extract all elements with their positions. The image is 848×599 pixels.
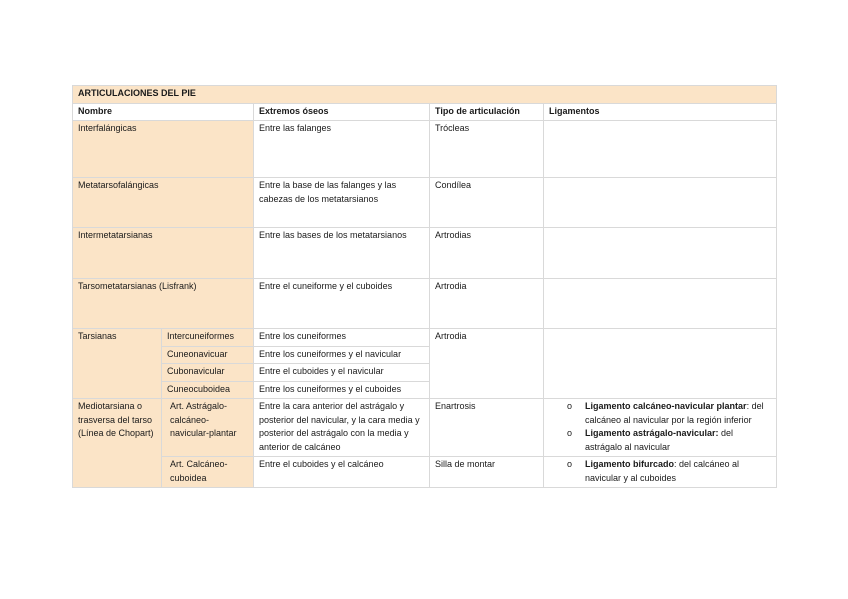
row-ends: Entre los cuneiformes y el navicular (254, 346, 430, 364)
ligament-desc: : del calcáneo al navicular y al cuboides (585, 459, 740, 483)
row-type: Condílea (430, 178, 544, 228)
table-row (73, 329, 777, 347)
header-ligamentos: Ligamentos (544, 103, 777, 121)
title-row (73, 86, 777, 104)
row-type: Artrodia (430, 329, 544, 399)
row-type: Enartrosis (430, 399, 544, 457)
row-ends: Entre el cuboides y el calcáneo (254, 457, 430, 488)
ligament-list (549, 400, 771, 454)
row-ends: Entre las bases de los metatarsianos (254, 228, 430, 279)
row-ligaments (544, 329, 777, 399)
row-ligaments (544, 399, 777, 457)
ligament-list (549, 458, 771, 485)
row-name: Mediotarsiana o trasversa del tarso (Línea de Chopart) (73, 399, 162, 488)
row-ends: Entre los cuneiformes y el cuboides (254, 381, 430, 399)
row-name: Interfalángicas (73, 121, 254, 178)
ligament-name: Ligamento astrágalo-navicular: (585, 428, 719, 438)
row-ends: Entre las falanges (254, 121, 430, 178)
ligament-desc: : del calcáneo al navicular por la región inferior (585, 401, 764, 425)
table-title: ARTICULACIONES DEL PIE (73, 86, 777, 104)
ligament-item (585, 427, 771, 454)
row-ends: Entre el cuneiforme y el cuboides (254, 279, 430, 329)
row-ligaments (544, 178, 777, 228)
row-type: Artrodias (430, 228, 544, 279)
row-name: Tarsianas (73, 329, 162, 399)
table-row (73, 178, 777, 228)
header-extremos: Extremos óseos (254, 103, 430, 121)
header-tipo: Tipo de articulación (430, 103, 544, 121)
row-ends: Entre los cuneiformes (254, 329, 430, 347)
joints-table (72, 85, 777, 488)
ligament-item (585, 458, 771, 485)
table-row (73, 457, 777, 488)
row-ligaments (544, 228, 777, 279)
row-ends: Entre la base de las falanges y las cabezas de los metatarsianos (254, 178, 430, 228)
header-row (73, 103, 777, 121)
row-type: Artrodia (430, 279, 544, 329)
header-nombre: Nombre (73, 103, 254, 121)
sub-name: Art. Calcáneo-cuboidea (162, 457, 254, 488)
table-row (73, 279, 777, 329)
row-name: Tarsometatarsianas (Lisfrank) (73, 279, 254, 329)
row-name: Intermetatarsianas (73, 228, 254, 279)
ligament-desc: del astrágalo al navicular (585, 428, 734, 452)
table-row (73, 228, 777, 279)
sub-name: Cubonavicular (162, 364, 254, 382)
table-row (73, 399, 777, 457)
row-ligaments (544, 121, 777, 178)
row-ends: Entre el cuboides y el navicular (254, 364, 430, 382)
sub-name: Cuneocuboidea (162, 381, 254, 399)
sub-name: Intercuneiformes (162, 329, 254, 347)
table-row (73, 121, 777, 178)
ligament-item (585, 400, 771, 427)
row-type: Silla de montar (430, 457, 544, 488)
row-type: Trócleas (430, 121, 544, 178)
row-name: Metatarsofalángicas (73, 178, 254, 228)
ligament-name: Ligamento calcáneo-navicular plantar (585, 401, 747, 411)
sub-name: Art. Astrágalo-calcáneo-navicular-plantar (162, 399, 254, 457)
sub-name: Cuneonavicuar (162, 346, 254, 364)
row-ligaments (544, 457, 777, 488)
row-ends: Entre la cara anterior del astrágalo y posterior del navicular, y la cara media y posterior del astrágalo con la media y anterior de calcáneo (254, 399, 430, 457)
row-ligaments (544, 279, 777, 329)
ligament-name: Ligamento bifurcado (585, 459, 675, 469)
